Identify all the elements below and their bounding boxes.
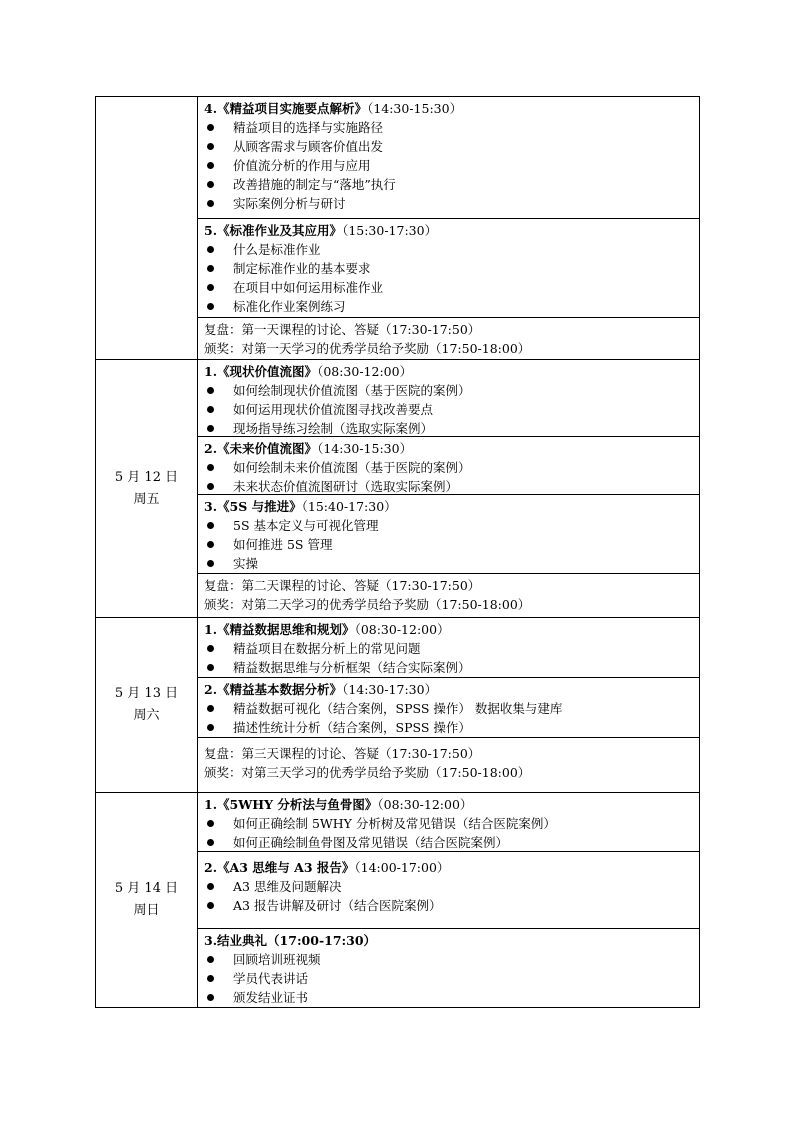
session-cell [198,618,700,678]
session-cell [198,437,700,495]
list-item: 标准化作业案例练习 [204,297,699,316]
session-title: 3.结业典礼（17:00-17:30） [204,933,377,948]
bullet-icon [207,541,214,548]
bullet-icon [207,724,214,731]
bullet-icon [207,705,214,712]
list-item: 未来状态价值流图研讨（选取实际案例） [204,477,699,496]
list-item: 5S 基本定义与可视化管理 [204,516,699,535]
review-line: 复盘：第二天课程的讨论、答疑（17:30-17:50） [204,578,481,593]
list-item: 学员代表讲话 [204,969,699,988]
list-item: 在项目中如何运用标准作业 [204,278,699,297]
list-item: A3 报告讲解及研讨（结合医院案例） [204,896,699,915]
bullet-icon [207,284,214,291]
day-date: 5 月 12 日 [114,469,179,485]
bullet-icon [207,902,214,909]
award-line: 颁奖：对第二天学习的优秀学员给予奖励（17:50-18:00） [204,597,531,612]
table-row [96,97,700,219]
list-item: 精益项目在数据分析上的常见问题 [204,639,699,658]
bullet-icon [207,820,214,827]
award-line: 颁奖：对第一天学习的优秀学员给予奖励（17:50-18:00） [204,341,531,356]
list-item: 如何推进 5S 管理 [204,535,699,554]
review-cell [198,738,700,793]
list-item: 回顾培训班视频 [204,950,699,969]
list-item: 颁发结业证书 [204,988,699,1007]
schedule-table [95,96,700,1008]
bullet-icon [207,124,214,131]
list-item: 制定标准作业的基本要求 [204,259,699,278]
list-item: 改善措施的制定与“落地”执行 [204,175,699,194]
review-line: 复盘：第三天课程的讨论、答疑（17:30-17:50） [204,746,481,761]
session-title: 5.《标准作业及其应用》（15:30-17:30） [204,223,438,238]
list-item: 价值流分析的作用与应用 [204,156,699,175]
list-item: 如何绘制未来价值流图（基于医院的案例） [204,458,699,477]
bullet-icon [207,200,214,207]
session-cell [198,495,700,574]
day-cell [96,97,198,360]
session-title: 1.《现状价值流图》（08:30-12:00） [204,364,413,379]
bullet-icon [207,303,214,310]
table-row [96,793,700,852]
session-cell [198,219,700,318]
session-cell [198,793,700,852]
bullet-icon [207,406,214,413]
table-row [96,360,700,437]
session-cell [198,678,700,738]
bullet-icon [207,956,214,963]
bullet-icon [207,387,214,394]
session-cell [198,852,700,929]
bullet-icon [207,483,214,490]
list-item: 描述性统计分析（结合案例，SPSS 操作） [204,718,699,737]
list-item: 实操 [204,554,699,573]
day-date: 5 月 13 日 [114,686,179,701]
day-date: 5 月 14 日 [114,881,179,896]
list-item: 如何绘制现状价值流图（基于医院的案例） [204,381,699,400]
bullet-icon [207,975,214,982]
bullet-icon [207,464,214,471]
award-line: 颁奖：对第三天学习的优秀学员给予奖励（17:50-18:00） [204,765,531,780]
list-item: 精益数据思维与分析框架（结合实际案例） [204,658,699,677]
session-title: 2.《精益基本数据分析》（14:30-17:30） [204,682,438,697]
bullet-icon [207,883,214,890]
list-item: 如何正确绘制鱼骨图及常见错误（结合医院案例） [204,833,699,852]
bullet-icon [207,645,214,652]
session-cell [198,360,700,437]
day-cell [96,360,198,618]
bullet-icon [207,839,214,846]
day-cell [96,793,198,1008]
review-line: 复盘：第一天课程的讨论、答疑（17:30-17:50） [204,322,481,337]
list-item: 实际案例分析与研讨 [204,194,699,213]
day-weekday: 周日 [133,903,160,918]
bullet-icon [207,664,214,671]
bullet-icon [207,265,214,272]
table-row [96,618,700,678]
list-item: 精益数据可视化（结合案例，SPSS 操作） 数据收集与建库 [204,699,699,718]
session-title: 2.《未来价值流图》（14:30-15:30） [204,441,413,456]
list-item: 现场指导练习绘制（选取实际案例） [204,419,699,438]
list-item: 如何正确绘制 5WHY 分析树及常见错误（结合医院案例） [204,814,699,833]
session-title: 2.《A3 思维与 A3 报告》（14:00-17:00） [204,860,450,875]
session-title: 1.《5WHY 分析法与鱼骨图》（08:30-12:00） [204,797,473,812]
list-item: 从顾客需求与顾客价值出发 [204,137,699,156]
list-item: 什么是标准作业 [204,240,699,259]
session-title: 4.《精益项目实施要点解析》（14:30-15:30） [204,101,463,116]
review-cell [198,318,700,360]
day-weekday: 周六 [133,708,160,723]
bullet-icon [207,994,214,1001]
bullet-icon [207,246,214,253]
bullet-icon [207,560,214,567]
session-title: 1.《精益数据思维和规划》（08:30-12:00） [204,622,450,637]
bullet-icon [207,181,214,188]
list-item: 精益项目的选择与实施路径 [204,118,699,137]
bullet-icon [207,162,214,169]
session-cell [198,929,700,1008]
list-item: A3 思维及问题解决 [204,877,699,896]
review-cell [198,574,700,618]
bullet-icon [207,522,214,529]
day-cell [96,618,198,793]
list-item: 如何运用现状价值流图寻找改善要点 [204,400,699,419]
session-cell [198,97,700,219]
day-weekday: 周五 [133,491,160,507]
session-title: 3.《5S 与推进》（15:40-17:30） [204,499,397,514]
bullet-icon [207,425,214,432]
bullet-icon [207,143,214,150]
